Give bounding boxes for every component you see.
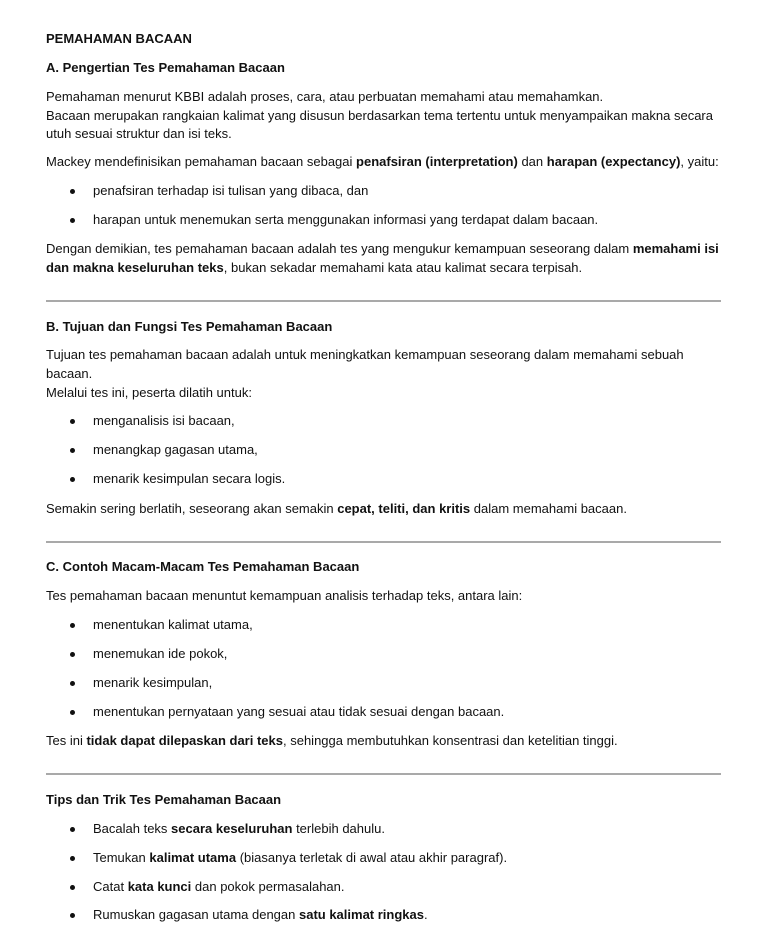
- list-item: [93, 412, 235, 430]
- paragraph-line: [46, 88, 603, 106]
- document-title: PEMAHAMAN BACAAN: [46, 31, 192, 46]
- bold-text: kalimat utama: [149, 850, 237, 865]
- bullet-icon: [70, 681, 75, 686]
- text: Tes pemahaman bacaan menuntut kemampuan analisis terhadap teks, antara lain:: [46, 588, 523, 603]
- text: terlebih dahulu.: [292, 821, 385, 836]
- paragraph-line: [46, 125, 232, 143]
- text: dalam memahami bacaan.: [470, 501, 627, 516]
- text: Melalui tes ini, peserta dilatih untuk:: [46, 385, 252, 400]
- bold-text: kata kunci: [127, 879, 192, 894]
- list-item: [93, 906, 428, 924]
- list-item: [93, 616, 253, 634]
- list-item: [93, 182, 368, 200]
- text: (biasanya terletak di awal atau akhir paragraf).: [236, 850, 508, 865]
- text: menarik kesimpulan,: [93, 675, 213, 690]
- list-item: [93, 674, 212, 692]
- bullet-icon: [70, 218, 75, 223]
- bullet-icon: [70, 623, 75, 628]
- bold-text: harapan (expectancy): [546, 154, 681, 169]
- horizontal-divider: [46, 541, 721, 543]
- list-item: [93, 211, 598, 229]
- bullet-icon: [70, 710, 75, 715]
- section-heading: B. Tujuan dan Fungsi Tes Pemahaman Bacaan: [46, 319, 333, 334]
- paragraph-line: [46, 587, 522, 605]
- text: Semakin sering berlatih, seseorang akan semakin: [46, 501, 338, 516]
- text: Pemahaman menurut KBBI adalah proses, cara, atau perbuatan memahami atau memahamkan.: [46, 89, 604, 104]
- text: menangkap gagasan utama,: [93, 442, 258, 457]
- bold-text: penafsiran (interpretation): [356, 154, 518, 169]
- paragraph-line: [46, 384, 252, 402]
- text: menganalisis isi bacaan,: [93, 413, 235, 428]
- text: Bacaan merupakan rangkaian kalimat yang disusun berdasarkan tema tertentu untuk menyampaikan makna secara: [46, 108, 713, 123]
- text: , sehingga membutuhkan konsentrasi dan ketelitian tinggi.: [283, 733, 618, 748]
- text: Tes ini: [46, 733, 87, 748]
- text: penafsiran terhadap isi tulisan yang dibaca, dan: [93, 183, 369, 198]
- bullet-icon: [70, 448, 75, 453]
- text: menemukan ide pokok,: [93, 646, 228, 661]
- text: menarik kesimpulan secara logis.: [93, 471, 286, 486]
- list-item: [93, 703, 504, 721]
- horizontal-divider: [46, 773, 721, 775]
- bullet-icon: [70, 419, 75, 424]
- text: utuh sesuai struktur dan isi teks.: [46, 126, 232, 141]
- section-heading: A. Pengertian Tes Pemahaman Bacaan: [46, 60, 285, 75]
- text: harapan untuk menemukan serta menggunakan informasi yang terdapat dalam bacaan.: [93, 212, 599, 227]
- list-item: [93, 441, 258, 459]
- list-item: [93, 820, 385, 838]
- bold-text: cepat, teliti, dan kritis: [337, 501, 471, 516]
- bullet-icon: [70, 477, 75, 482]
- text: Mackey mendefinisikan pemahaman bacaan sebagai: [46, 154, 357, 169]
- bullet-icon: [70, 189, 75, 194]
- paragraph-line: [46, 732, 618, 750]
- text: menentukan pernyataan yang sesuai atau tidak sesuai dengan bacaan.: [93, 704, 505, 719]
- list-item: [93, 645, 227, 663]
- text: Bacalah teks: [93, 821, 172, 836]
- text: , bukan sekadar memahami kata atau kalimat secara terpisah.: [223, 260, 583, 275]
- paragraph-line: [46, 259, 582, 277]
- list-item: [93, 470, 285, 488]
- text: Temukan: [93, 850, 150, 865]
- horizontal-divider: [46, 300, 721, 302]
- text: dan pokok permasalahan.: [191, 879, 345, 894]
- text: Catat: [93, 879, 128, 894]
- bullet-icon: [70, 827, 75, 832]
- text: .: [423, 907, 428, 922]
- paragraph-line: [46, 107, 713, 125]
- bullet-icon: [70, 913, 75, 918]
- text: Tujuan tes pemahaman bacaan adalah untuk meningkatkan kemampuan seseorang dalam memahami sebuah: [46, 347, 684, 362]
- paragraph-line: [46, 500, 627, 518]
- bold-text: dan makna keseluruhan teks: [46, 260, 224, 275]
- list-item: [93, 849, 507, 867]
- text: , yaitu:: [680, 154, 719, 169]
- section-heading: C. Contoh Macam-Macam Tes Pemahaman Bacaan: [46, 559, 360, 574]
- bullet-icon: [70, 652, 75, 657]
- bullet-icon: [70, 885, 75, 890]
- text: dan: [517, 154, 547, 169]
- paragraph-line: [46, 153, 719, 171]
- bullet-icon: [70, 856, 75, 861]
- bold-text: secara keseluruhan: [171, 821, 293, 836]
- section-heading: Tips dan Trik Tes Pemahaman Bacaan: [46, 792, 282, 807]
- text: Rumuskan gagasan utama dengan: [93, 907, 299, 922]
- text: menentukan kalimat utama,: [93, 617, 253, 632]
- bold-text: satu kalimat ringkas: [298, 907, 424, 922]
- paragraph-line: [46, 365, 92, 383]
- bold-text: tidak dapat dilepaskan dari teks: [86, 733, 283, 748]
- list-item: [93, 878, 345, 896]
- paragraph-line: [46, 240, 719, 258]
- text: Dengan demikian, tes pemahaman bacaan adalah tes yang mengukur kemampuan seseorang dalam: [46, 241, 633, 256]
- bold-text: memahami isi: [632, 241, 719, 256]
- text: bacaan.: [46, 366, 93, 381]
- paragraph-line: [46, 346, 684, 364]
